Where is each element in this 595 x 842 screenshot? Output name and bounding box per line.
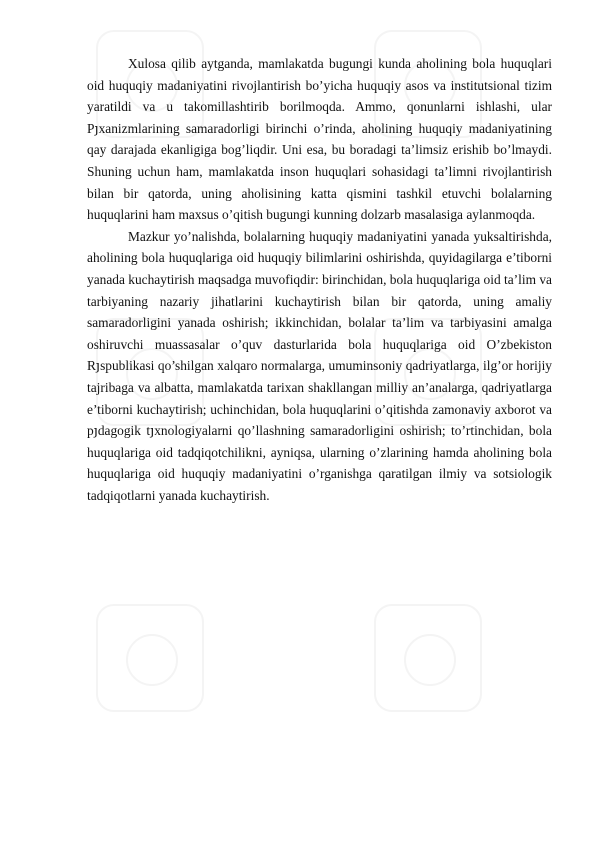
watermark-logo-bottom-left bbox=[96, 604, 204, 712]
paragraph-conclusion: Xulosa qilib aytganda, mamlakatda bugungi kunda aholining bola huquqlari oid huquqiy madaniyatini rivojlantirish bo’yicha huquqiy asos va institutsional tizim yaratildi va u takomillashtirib borilmoqda. Ammo, qonunlarni ishlashi, ular Рյxanizmlarining samaradorligi birinchi o’rinda, aholining huquqiy madaniyatining qay darajada ekanligiga bog’liqdir. Uni esa, bu boradagi ta’limsiz erishib bo’lmaydi. Shuning uchun ham, mamlakatda inson huquqlari sohasidagi ta’limni rivojlantirish bilan bir qatorda, uning aholisining katta qismini tashkil etuvchi bolalarning huquqlarini ham maxsus o’qitish bugungi kunning dolzarb masalasiga aylanmoqda. bbox=[87, 56, 552, 223]
watermark-logo-bottom-right bbox=[374, 604, 482, 712]
document-body bbox=[87, 53, 552, 506]
paragraph-recommendations: Mazkur yo’nalishda, bolalarning huquqiy madaniyatini yanada yuksaltirishda, aholining bola huquqlariga oid huquqiy bilimlarini oshirishda, quyidagilarga e’tiborni yanada kuchaytirish maqsadga muvofiqdir: birinchidan, bola huquqlariga oid ta’lim va tarbiyaning nazariy jihatlarini kuchaytirish bilan bir qatorda, uning amaliy samaradorligini yanada oshirish; ikkinchidan, bolalar ta’lim va tarbiyasini amalga oshiruvchi muassasalar o’quv dasturlarida bola huquqlariga oid O’zbekiston Rյspublikasi qo’shilgan xalqaro normalarga, umuminsoniy qadriyatlarga, ilg’or horijiy tajribaga va albatta, mamlakatda tarixan shakllangan milliy an’analarga, qadriyatlarga e’tiborni kuchaytirish; uchinchidan, bola huquqlarini o’qitishda zamonaviy axborot va pյdagogik tյxnologiyalarni qo’llashning samaradorligini oshirish; to’rtinchidan, bola huquqlariga oid tadqiqotchilikni, ayniqsa, ularning o’zlarining hamda aholining bola huquqlariga oid huquqiy madaniyatini o’rganishga qaratilgan ilmiy va sotsiologik tadqiqotlarni yanada kuchaytirish. bbox=[87, 228, 552, 503]
